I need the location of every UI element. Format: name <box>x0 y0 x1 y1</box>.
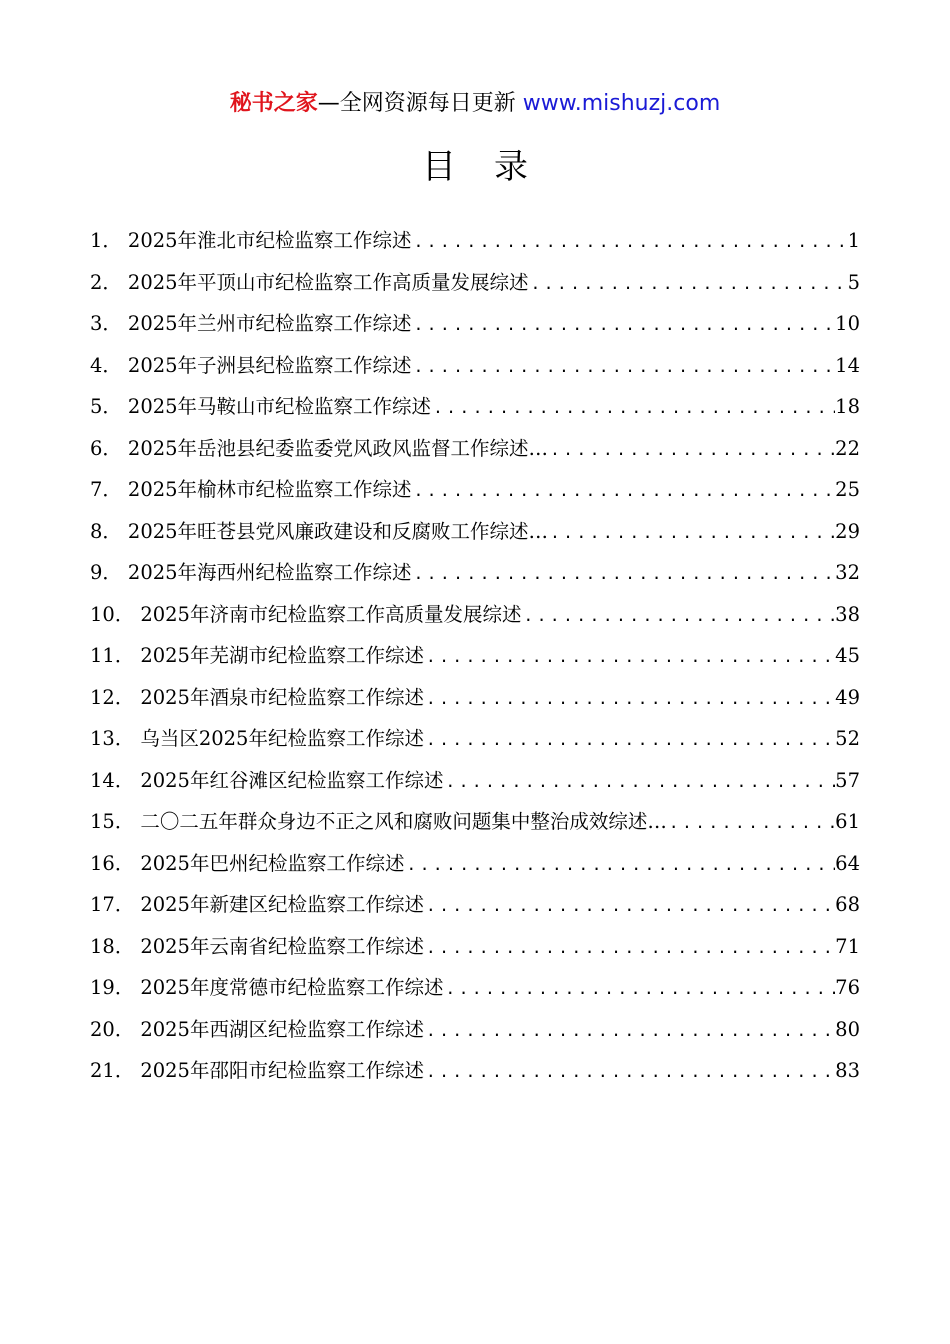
toc-dot-leader <box>412 555 836 593</box>
toc-dot-leader <box>548 431 835 469</box>
toc-entry-page-number: 32 <box>835 561 860 584</box>
toc-entry-page-number: 18 <box>835 395 860 418</box>
toc-entry-title: 2025年榆林市纪检监察工作综述 <box>127 478 412 501</box>
toc-entry-page-number: 1 <box>847 229 860 252</box>
toc-entry-number: 2． <box>90 270 122 294</box>
toc-entry[interactable] <box>90 388 860 430</box>
toc-entry-number: 10． <box>90 602 135 626</box>
toc-dot-leader <box>667 804 835 842</box>
site-header <box>0 88 950 120</box>
toc-dot-leader <box>424 638 835 676</box>
toc-entry[interactable] <box>90 762 860 804</box>
toc-entry-page-number: 61 <box>835 810 860 833</box>
toc-entry-title: 2025年红谷滩区纪检监察工作综述 <box>140 768 444 792</box>
toc-entry-page-number: 68 <box>835 893 860 916</box>
toc-entry-title: 2025年巴州纪检监察工作综述 <box>140 851 405 875</box>
toc-dot-leader <box>424 1012 835 1050</box>
toc-entry-title: 2025年新建区纪检监察工作综述 <box>140 893 424 916</box>
toc-entry-number: 4． <box>90 353 122 377</box>
toc-entry-number: 16． <box>90 851 135 875</box>
toc-entry-number: 17． <box>90 893 135 916</box>
toc-entry-page-number: 25 <box>835 478 860 501</box>
toc-entry[interactable] <box>90 430 860 472</box>
toc-entry-title: 2025年西湖区纪检监察工作综述 <box>140 1017 424 1041</box>
toc-dot-leader <box>443 970 835 1008</box>
toc-dot-leader <box>529 265 848 303</box>
toc-entry-page-number: 57 <box>835 768 860 792</box>
toc-entry[interactable] <box>90 845 860 887</box>
page-title: 目录 <box>422 147 566 187</box>
toc-entry-title: 2025年海西州纪检监察工作综述 <box>127 561 412 584</box>
toc-dot-leader <box>412 472 836 510</box>
toc-entry-number: 1． <box>90 229 122 252</box>
site-url-link[interactable]: www.mishuzj.com <box>522 91 721 116</box>
toc-entry-number: 6． <box>90 436 122 460</box>
toc-dot-leader <box>431 389 835 427</box>
toc-entry[interactable] <box>90 720 860 762</box>
toc-entry[interactable] <box>90 347 860 389</box>
toc-entry-title: 2025年淮北市纪检监察工作综述 <box>127 229 412 252</box>
brand-name: 秘书之家 <box>229 91 318 116</box>
toc-entry-number: 12． <box>90 685 135 709</box>
toc-entry[interactable] <box>90 928 860 970</box>
toc-entry[interactable] <box>90 803 860 845</box>
toc-entry-page-number: 80 <box>835 1017 860 1041</box>
toc-dot-leader <box>548 514 835 552</box>
table-of-contents <box>90 222 860 1094</box>
toc-dot-leader <box>424 721 835 759</box>
toc-entry-title: 二〇二五年群众身边不正之风和腐败问题集中整治成效综述… <box>140 810 667 833</box>
toc-dot-leader <box>521 597 835 635</box>
toc-entry[interactable] <box>90 513 860 555</box>
toc-entry-title: 2025年酒泉市纪检监察工作综述 <box>140 685 424 709</box>
toc-entry-page-number: 22 <box>835 436 860 460</box>
toc-entry-page-number: 10 <box>835 312 860 335</box>
toc-entry-title: 2025年子洲县纪检监察工作综述 <box>127 353 412 377</box>
toc-entry-page-number: 71 <box>835 934 860 958</box>
toc-entry-title: 2025年马鞍山市纪检监察工作综述 <box>127 395 432 418</box>
toc-entry-title: 2025年兰州市纪检监察工作综述 <box>127 312 412 335</box>
toc-entry-page-number: 83 <box>835 1059 860 1082</box>
toc-entry-title: 乌当区2025年纪检监察工作综述 <box>140 727 424 750</box>
toc-entry-number: 3． <box>90 312 122 335</box>
toc-entry[interactable] <box>90 637 860 679</box>
toc-entry-page-number: 76 <box>835 976 860 999</box>
toc-entry-page-number: 64 <box>835 851 860 875</box>
toc-entry[interactable] <box>90 305 860 347</box>
toc-entry[interactable] <box>90 886 860 928</box>
toc-entry[interactable] <box>90 222 860 264</box>
toc-entry-number: 8． <box>90 519 122 543</box>
toc-entry-number: 11． <box>90 644 135 667</box>
toc-entry-page-number: 5 <box>847 270 860 294</box>
toc-entry-title: 2025年平顶山市纪检监察工作高质量发展综述 <box>127 270 529 294</box>
toc-entry[interactable] <box>90 1011 860 1053</box>
toc-entry-title: 2025年芜湖市纪检监察工作综述 <box>140 644 424 667</box>
toc-dot-leader <box>412 223 848 261</box>
toc-dot-leader <box>443 763 835 801</box>
toc-entry-title: 2025年度常德市纪检监察工作综述 <box>140 976 444 999</box>
toc-entry-page-number: 52 <box>835 727 860 750</box>
toc-entry-page-number: 29 <box>835 519 860 543</box>
toc-entry-number: 21． <box>90 1059 135 1082</box>
toc-entry[interactable] <box>90 471 860 513</box>
toc-entry-number: 9． <box>90 561 122 584</box>
toc-entry[interactable] <box>90 969 860 1011</box>
toc-entry[interactable] <box>90 1052 860 1094</box>
toc-dot-leader <box>424 680 835 718</box>
toc-entry-title: 2025年岳池县纪委监委党风政风监督工作综述… <box>127 436 549 460</box>
toc-entry-title: 2025年济南市纪检监察工作高质量发展综述 <box>140 602 522 626</box>
toc-entry-number: 5． <box>90 395 122 418</box>
toc-entry-number: 14． <box>90 768 135 792</box>
toc-entry-title: 2025年邵阳市纪检监察工作综述 <box>140 1059 424 1082</box>
toc-entry-number: 15． <box>90 810 135 833</box>
toc-entry-number: 7． <box>90 478 122 501</box>
toc-entry-number: 19． <box>90 976 135 999</box>
toc-entry-page-number: 45 <box>835 644 860 667</box>
header-tagline: —全网资源每日更新 <box>317 91 523 116</box>
toc-entry-number: 20． <box>90 1017 135 1041</box>
toc-dot-leader <box>412 306 836 344</box>
toc-entry-title: 2025年云南省纪检监察工作综述 <box>140 934 424 958</box>
toc-dot-leader <box>424 929 835 967</box>
toc-entry-number: 13． <box>90 727 135 750</box>
toc-dot-leader <box>424 1053 835 1091</box>
toc-entry-page-number: 14 <box>835 353 860 377</box>
toc-entry-title: 2025年旺苍县党风廉政建设和反腐败工作综述… <box>127 519 549 543</box>
toc-dot-leader <box>424 887 835 925</box>
toc-entry[interactable] <box>90 264 860 306</box>
toc-entry[interactable] <box>90 679 860 721</box>
toc-entry-page-number: 49 <box>835 685 860 709</box>
toc-entry-page-number: 38 <box>835 602 860 626</box>
toc-entry-number: 18． <box>90 934 135 958</box>
toc-entry[interactable] <box>90 554 860 596</box>
toc-entry[interactable] <box>90 596 860 638</box>
toc-dot-leader <box>404 846 835 884</box>
toc-dot-leader <box>412 348 836 386</box>
